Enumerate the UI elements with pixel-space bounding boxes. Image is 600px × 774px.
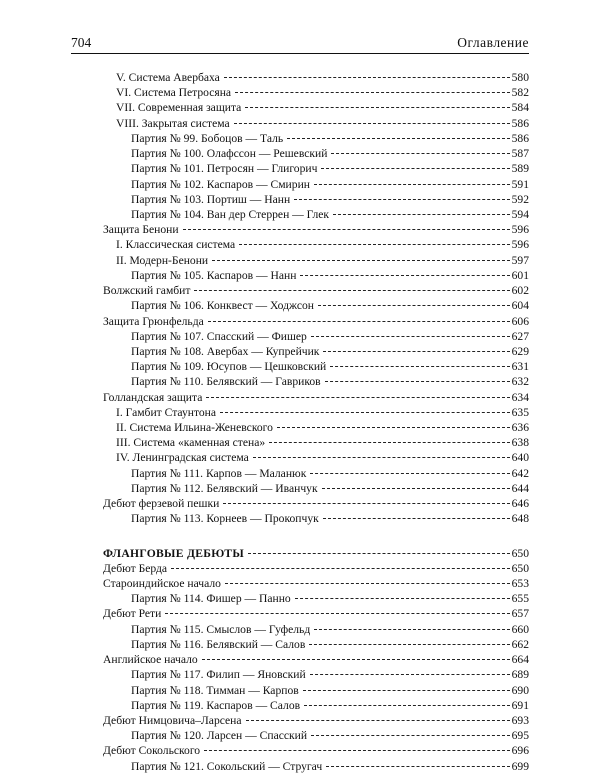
toc-entry-title: Партия № 111. Карпов — Маланюк [131, 466, 307, 480]
toc-page-number: 636 [511, 421, 529, 435]
toc-page-number: 632 [511, 375, 529, 389]
toc-page-number: 650 [511, 546, 529, 560]
dot-leader [331, 153, 509, 154]
toc-entry [103, 192, 529, 207]
dot-leader [234, 123, 510, 124]
toc-entry [103, 177, 529, 192]
toc-entry [103, 207, 529, 222]
dot-leader [304, 705, 510, 706]
dot-leader [171, 568, 510, 569]
toc-section-heading [103, 546, 529, 561]
dot-leader [323, 351, 509, 352]
toc-entry-title: Волжский гамбит [103, 284, 191, 298]
toc-page-number: 597 [511, 253, 529, 267]
toc-entry [103, 652, 529, 667]
dot-leader [253, 457, 510, 458]
toc-entry [103, 131, 529, 146]
dot-leader [269, 442, 509, 443]
toc-entry [103, 222, 529, 237]
toc-page-number: 648 [511, 512, 529, 526]
toc-entry-title: Защита Грюнфельда [103, 314, 204, 328]
toc-entry-title: II. Модерн-Бенони [116, 253, 209, 267]
toc-entry [103, 116, 529, 131]
toc-entry [103, 390, 529, 405]
dot-leader [204, 750, 510, 751]
toc-page-number: 689 [511, 668, 529, 682]
toc-entry-title: I. Классическая система [116, 238, 236, 252]
running-title: Оглавление [457, 35, 529, 50]
toc-entry [103, 314, 529, 329]
toc-entry [103, 667, 529, 682]
page-number: 704 [71, 35, 92, 50]
dot-leader [165, 613, 509, 614]
toc-page-number: 604 [511, 299, 529, 313]
dot-leader [206, 397, 509, 398]
toc-page-number: 589 [511, 162, 529, 176]
toc-page-number: 591 [511, 177, 529, 191]
dot-leader [326, 766, 509, 767]
toc-entry [103, 161, 529, 176]
dot-leader [183, 229, 510, 230]
dot-leader [287, 138, 509, 139]
toc-entry [103, 253, 529, 268]
dot-leader [311, 735, 510, 736]
toc-page-number: 629 [511, 344, 529, 358]
toc-entry-title: Партия № 114. Фишер — Панно [131, 592, 291, 606]
toc-entry-title: III. Система «каменная стена» [116, 436, 266, 450]
toc-entry-title: VIII. Закрытая система [116, 116, 230, 130]
dot-leader [212, 260, 509, 261]
toc-entry-title: Партия № 104. Ван дер Стеррен — Глек [131, 207, 330, 221]
toc-page-number: 594 [511, 207, 529, 221]
toc-entry-title: Английское начало [103, 653, 198, 667]
toc-page-number: 693 [511, 713, 529, 727]
toc-page-number: 644 [511, 481, 529, 495]
toc-entry [103, 759, 529, 774]
toc-entry-title: Партия № 102. Каспаров — Смирин [131, 177, 310, 191]
dot-leader [225, 583, 510, 584]
toc-entry-title: II. Система Ильина-Женевского [116, 421, 273, 435]
toc-entry-title: Партия № 112. Белявский — Иванчук [131, 481, 318, 495]
toc-page-number: 699 [511, 759, 529, 773]
toc-page-number: 601 [511, 268, 529, 282]
toc-page-number: 653 [511, 577, 529, 590]
toc-page-number: 650 [511, 561, 529, 575]
dot-leader [322, 488, 510, 489]
toc-page-number: 582 [511, 86, 529, 100]
toc-entry-title: Партия № 116. Белявский — Салов [131, 637, 306, 651]
toc-entry-title: Партия № 119. Каспаров — Салов [131, 698, 301, 712]
toc-entry-title: Дебют ферзевой пешки [103, 497, 220, 511]
toc-page-number: 662 [511, 637, 529, 651]
dot-leader [294, 199, 509, 200]
toc-entry [103, 237, 529, 252]
toc-entry-title: Партия № 120. Ларсен — Спасский [131, 729, 308, 743]
toc-entry-title: Партия № 103. Портиш — Нанн [131, 192, 291, 206]
toc-entry [103, 100, 529, 115]
toc-entry [103, 450, 529, 465]
toc-entry [103, 728, 529, 743]
dot-leader [309, 644, 509, 645]
toc-entry [103, 70, 529, 85]
toc-page-number: 587 [511, 147, 529, 161]
page-header [71, 30, 529, 50]
toc-entry [103, 743, 529, 758]
toc-entry-title: Партия № 118. Тимман — Карпов [131, 683, 299, 697]
toc-page-number: 592 [511, 192, 529, 206]
toc-entry [103, 466, 529, 481]
toc-page-number: 642 [511, 466, 529, 480]
toc-entry [103, 85, 529, 100]
toc-entry-title: Партия № 107. Спасский — Фишер [131, 329, 307, 343]
dot-leader [246, 720, 510, 721]
dot-leader [310, 674, 510, 675]
toc-entry [103, 374, 529, 389]
dot-leader [330, 366, 509, 367]
toc-entry [103, 359, 529, 374]
toc-page-number: 596 [511, 223, 529, 237]
dot-leader [223, 503, 509, 504]
toc-entry [103, 637, 529, 652]
header-rule [71, 53, 529, 54]
toc-entry [103, 511, 529, 526]
dot-leader [277, 427, 510, 428]
toc-entry-title: Партия № 99. Бобоцов — Таль [131, 131, 284, 145]
toc-entry-title: Дебют Рети [103, 607, 162, 621]
toc-entry-title: Партия № 117. Филип — Яновский [131, 668, 306, 682]
toc-entry-title: VI. Система Петросяна [116, 86, 232, 100]
toc-page-number: 586 [511, 131, 529, 145]
toc-page-number: 596 [511, 238, 529, 252]
dot-leader [248, 553, 510, 554]
toc-page-number: 580 [511, 71, 529, 84]
toc-page-number: 640 [511, 451, 529, 465]
dot-leader [318, 305, 510, 306]
toc-entry [103, 435, 529, 450]
toc-entry [103, 606, 529, 621]
toc-entry-title: Партия № 105. Каспаров — Нанн [131, 268, 297, 282]
dot-leader [300, 275, 509, 276]
toc-entry-title: Партия № 109. Юсупов — Цешковский [131, 360, 327, 374]
dot-leader [325, 381, 510, 382]
dot-leader [202, 659, 510, 660]
toc-entry [103, 713, 529, 728]
toc-entry [103, 622, 529, 637]
toc-entry [103, 405, 529, 420]
dot-leader [314, 629, 509, 630]
dot-leader [321, 168, 509, 169]
toc-entry [103, 698, 529, 713]
toc-entry-title: Партия № 100. Олафссон — Решевский [131, 147, 328, 161]
toc-entry-title: Дебют Берда [103, 561, 168, 575]
toc-page-number: 655 [511, 592, 529, 606]
dot-leader [323, 518, 510, 519]
toc-page-number: 627 [511, 329, 529, 343]
toc-entry-title: Дебют Сокольского [103, 744, 201, 758]
dot-leader [310, 473, 509, 474]
dot-leader [239, 244, 509, 245]
toc-page-number: 586 [511, 116, 529, 130]
toc-entry-title: Партия № 113. Корнеев — Прокопчук [131, 512, 319, 526]
toc-entry [103, 683, 529, 698]
dot-leader [314, 184, 510, 185]
toc-page-number: 696 [511, 744, 529, 758]
dot-leader [235, 92, 510, 93]
toc-page-number: 635 [511, 405, 529, 419]
toc-entry-title: IV. Ленинградская система [116, 451, 249, 465]
toc-entry-title: Партия № 101. Петросян — Глигорич [131, 162, 318, 176]
dot-leader [245, 107, 509, 108]
dot-leader [208, 321, 510, 322]
toc-page-number: 631 [511, 360, 529, 374]
toc-entry [103, 591, 529, 606]
toc-entry [103, 576, 529, 591]
toc-entry [103, 420, 529, 435]
toc-page-number: 660 [511, 622, 529, 636]
dot-leader [303, 690, 510, 691]
toc-page-number: 606 [511, 314, 529, 328]
toc-entry [103, 329, 529, 344]
toc-entry-title: V. Система Авербаха [116, 71, 220, 84]
toc-entry-title: Партия № 121. Сокольский — Стругач [131, 759, 323, 773]
toc-page-number: 634 [511, 390, 529, 404]
toc-page-number: 691 [511, 698, 529, 712]
toc-page-number: 638 [511, 436, 529, 450]
dot-leader [194, 290, 509, 291]
toc-page-number: 602 [511, 284, 529, 298]
toc-page-number: 646 [511, 497, 529, 511]
dot-leader [333, 214, 510, 215]
toc-entry [103, 268, 529, 283]
toc-entry [103, 146, 529, 161]
toc-page-number: 695 [511, 729, 529, 743]
dot-leader [295, 598, 510, 599]
toc-page-number: 664 [511, 653, 529, 667]
toc-entry-title: ФЛАНГОВЫЕ ДЕБЮТЫ [103, 546, 245, 560]
toc-entry-title: Партия № 110. Белявский — Гавриков [131, 375, 321, 389]
toc-entry [103, 496, 529, 511]
toc-entry-title: VII. Современная защита [116, 101, 242, 115]
dot-leader [224, 77, 510, 78]
table-of-contents [103, 70, 529, 774]
toc-entry [103, 481, 529, 496]
toc-entry-title: Партия № 108. Авербах — Купрейчик [131, 344, 320, 358]
toc-entry-title: Дебют Нимцовича–Ларсена [103, 713, 242, 727]
dot-leader [311, 336, 510, 337]
toc-page-number: 657 [511, 607, 529, 621]
toc-entry-title: Защита Бенони [103, 223, 179, 237]
toc-entry [103, 344, 529, 359]
toc-entry [103, 283, 529, 298]
toc-entry [103, 298, 529, 313]
toc-entry-title: Староиндийское начало [103, 577, 221, 590]
toc-page-number: 690 [511, 683, 529, 697]
dot-leader [220, 412, 510, 413]
toc-entry [103, 561, 529, 576]
toc-entry-title: I. Гамбит Стаунтона [116, 405, 217, 419]
toc-entry-title: Голландская защита [103, 390, 203, 404]
toc-entry-title: Партия № 115. Смыслов — Гуфельд [131, 622, 311, 636]
toc-entry-title: Партия № 106. Конквест — Ходжсон [131, 299, 314, 313]
toc-page-number: 584 [511, 101, 529, 115]
